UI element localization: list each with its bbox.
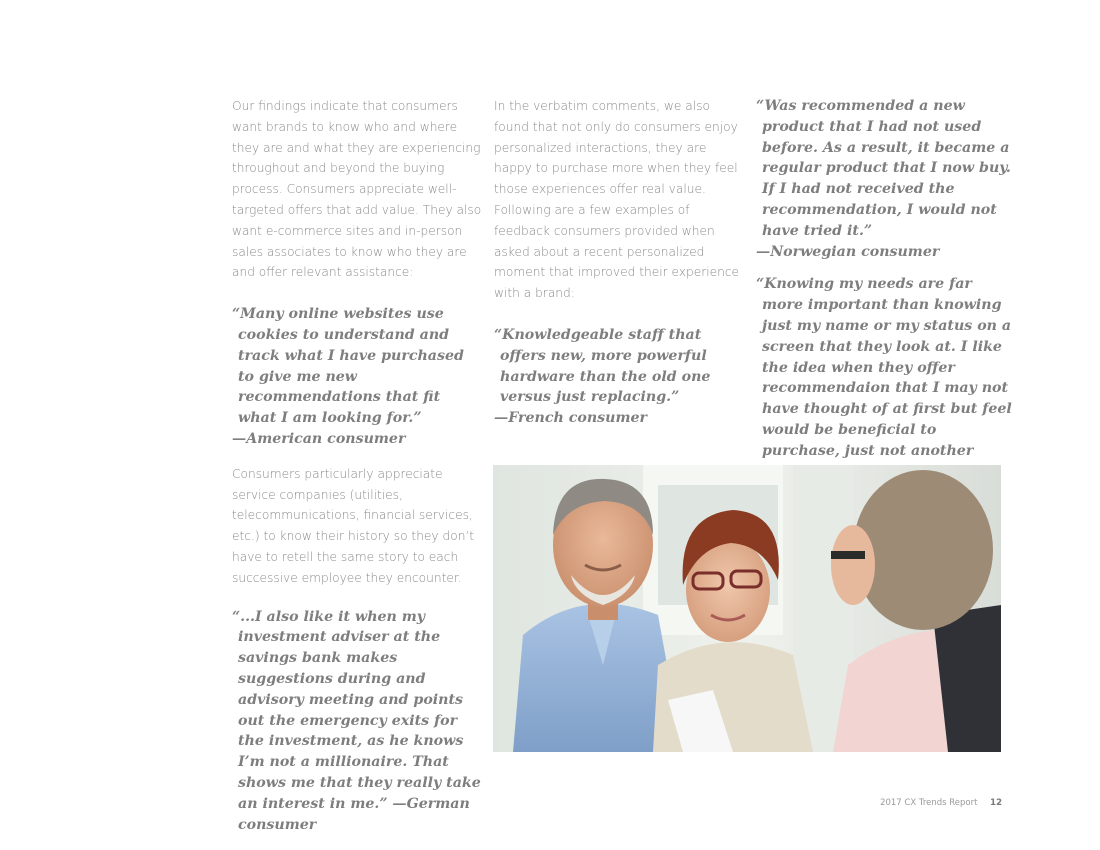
consumers-with-advisor-photo bbox=[493, 465, 1001, 752]
quote-text: “Many online websites use cookies to understand and track what I have purchased to give me new recommendations that fit what I am looking for.” bbox=[232, 306, 464, 427]
body-paragraph: Our findings indicate that consumers want brands to know who and where they are and what they are experiencing throughout and beyond the buying process. Consumers appreciate well-targeted offers that add value. They also want e-commerce sites and in-person sales associates to know who they are and offer relevant assistance: bbox=[232, 99, 482, 280]
consumer-quote bbox=[756, 96, 1012, 262]
quote-text: “Knowing my needs are far more important than knowing just my name or my status on a screen that they look at. I like the idea when they offer recommendaion that I may not have thought of at first but feel would be beneficial to purchase, just not another bbox=[756, 276, 1012, 459]
body-paragraph: Consumers particularly appreciate service companies (utilities, telecommunications, financial services, etc.) to know their history so they don’t have to retell the same story to each successive employee they encounter. bbox=[232, 466, 475, 585]
quote-text: “Knowledgeable staff that offers new, more powerful hardware than the old one versus just replacing.” bbox=[494, 326, 711, 406]
page-number: 12 bbox=[990, 798, 1002, 808]
report-title: 2017 CX Trends Report bbox=[880, 798, 978, 808]
consumer-quote bbox=[232, 607, 482, 836]
column-right bbox=[756, 96, 1012, 503]
quote-attribution: —American consumer bbox=[232, 430, 406, 447]
quote-attribution: —French consumer bbox=[494, 410, 647, 427]
quote-attribution: —Norwegian consumer bbox=[756, 243, 940, 260]
page-footer bbox=[880, 798, 1002, 808]
column-middle bbox=[494, 96, 744, 429]
photo-illustration bbox=[493, 465, 1001, 752]
column-left bbox=[232, 96, 482, 835]
consumer-quote bbox=[494, 325, 744, 429]
quote-text: “...I also like it when my investment adviser at the savings bank makes suggestions during and advisory meeting and points out the emergency exits for the investment, as he knows I’m not a millionaire. That shows me that they really take an interest in me.” —German consumer bbox=[232, 608, 481, 833]
consumer-quote bbox=[232, 304, 482, 450]
body-paragraph: In the verbatim comments, we also found that not only do consumers enjoy personalized interactions, they are happy to purchase more when they feel those experiences offer real value. Following are a few examples of feedback consumers provided when asked about a recent personalized moment that improved their experience with a brand: bbox=[494, 99, 740, 301]
quote-text: “Was recommended a new product that I had not used before. As a result, it became a regular product that I now buy. If I had not received the recommendation, I would not have tried it.” bbox=[756, 98, 1011, 239]
